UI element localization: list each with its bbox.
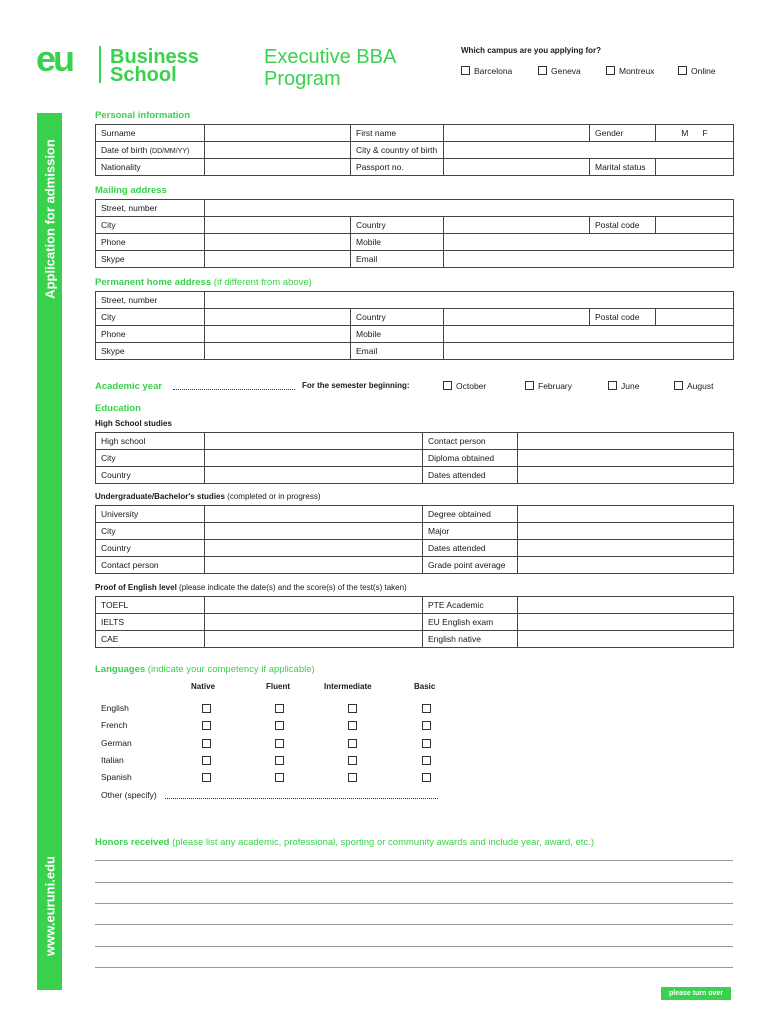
major-label: Major [423,523,518,540]
english-level-table [95,596,734,648]
logo-school: School [110,64,177,86]
country-label: Country [96,467,205,484]
cae-label: CAE [96,631,205,648]
sidebar-website: www.euruni.edu [42,856,58,956]
english-native-field[interactable] [518,631,734,648]
personal-section-title: Personal information [95,110,191,121]
university-label: University [96,506,205,523]
academic-year-field[interactable] [173,380,295,390]
dates-label: Dates attended [423,467,518,484]
logo-divider [99,46,101,83]
diploma-field[interactable] [518,450,734,467]
contact-label: Contact person [96,557,205,574]
marital-field[interactable] [656,159,734,176]
semester-option-october[interactable]: October [443,381,486,391]
semester-label: For the semester beginning: [302,381,410,390]
honors-line[interactable] [95,882,733,883]
skype-field[interactable] [205,343,351,360]
semester-option-february[interactable]: February [525,381,572,391]
phone-field[interactable] [205,326,351,343]
mobile-label: Mobile [351,234,444,251]
gender-label: Gender [590,125,656,142]
street-label: Street, number [96,292,205,309]
undergrad-table [95,505,734,574]
country-label: Country [351,309,444,326]
checkbox-icon[interactable] [202,721,211,730]
personal-table [95,124,734,176]
city-field[interactable] [205,523,423,540]
campus-option-montreux[interactable]: Montreux [606,66,654,76]
permanent-section-title: Permanent home address (if different from above) [95,277,312,288]
level-intermediate-header: Intermediate [324,682,372,691]
campus-option-online[interactable]: Online [678,66,716,76]
postal-label: Postal code [590,217,656,234]
major-field[interactable] [518,523,734,540]
dob-field[interactable] [205,142,351,159]
university-field[interactable] [205,506,423,523]
program-title-line1: Executive BBA [264,46,397,68]
languages-section-title: Languages (indicate your competency if applicable) [95,664,315,675]
toefl-label: TOEFL [96,597,205,614]
birthplace-label: City & country of birth [351,142,444,159]
checkbox-icon[interactable] [422,756,431,765]
language-row-label: German [101,737,132,748]
country-field[interactable] [444,309,590,326]
postal-field[interactable] [656,217,734,234]
first-name-field[interactable] [444,125,590,142]
checkbox-icon[interactable] [348,739,357,748]
pte-field[interactable] [518,597,734,614]
checkbox-icon[interactable] [606,66,615,75]
checkbox-icon[interactable] [422,721,431,730]
eu-exam-label: EU English exam [423,614,518,631]
semester-option-august[interactable]: August [674,381,713,391]
phone-label: Phone [96,234,205,251]
semester-option-june[interactable]: June [608,381,639,391]
skype-label: Skype [96,343,205,360]
gpa-label: Grade point average [423,557,518,574]
english-native-label: English native [423,631,518,648]
undergrad-title: Undergraduate/Bachelor's studies (completed or in progress) [95,492,321,501]
email-label: Email [351,251,444,268]
eu-exam-field[interactable] [518,614,734,631]
checkbox-icon[interactable] [608,381,617,390]
checkbox-icon[interactable] [538,66,547,75]
checkbox-icon[interactable] [275,756,284,765]
postal-field[interactable] [656,309,734,326]
street-label: Street, number [96,200,205,217]
level-fluent-header: Fluent [266,682,290,691]
checkbox-icon[interactable] [422,739,431,748]
mobile-label: Mobile [351,326,444,343]
dates-field[interactable] [518,540,734,557]
toefl-field[interactable] [205,597,423,614]
cae-field[interactable] [205,631,423,648]
sidebar-title: Application for admission [42,139,58,299]
mobile-field[interactable] [444,234,734,251]
postal-label: Postal code [590,309,656,326]
country-label: Country [351,217,444,234]
checkbox-icon[interactable] [202,756,211,765]
gpa-field[interactable] [518,557,734,574]
phone-field[interactable] [205,234,351,251]
education-section-title: Education [95,403,141,414]
checkbox-icon[interactable] [275,739,284,748]
city-field[interactable] [205,217,351,234]
english-level-title: Proof of English level (please indicate the date(s) and the score(s) of the test(s) taken) [95,583,407,592]
passport-label: Passport no. [351,159,444,176]
ielts-label: IELTS [96,614,205,631]
diploma-label: Diploma obtained [423,450,518,467]
checkbox-icon[interactable] [674,381,683,390]
level-native-header: Native [191,682,216,691]
checkbox-icon[interactable] [275,773,284,782]
level-basic-header: Basic [414,682,436,691]
email-field[interactable] [444,251,734,268]
checkbox-icon[interactable] [348,773,357,782]
checkbox-icon[interactable] [422,773,431,782]
checkbox-icon[interactable] [275,704,284,713]
nationality-label: Nationality [96,159,205,176]
email-field[interactable] [444,343,734,360]
city-label: City [96,309,205,326]
mobile-field[interactable] [444,326,734,343]
school-field[interactable] [205,433,423,450]
checkbox-icon[interactable] [202,773,211,782]
mailing-table [95,199,734,268]
dates-label: Dates attended [423,540,518,557]
campus-question: Which campus are you applying for? [461,46,602,55]
language-row-label: Italian [101,754,124,765]
language-row-label: Spanish [101,772,132,783]
logo-business: Business [110,46,199,68]
checkbox-icon[interactable] [348,704,357,713]
contact-field[interactable] [205,557,423,574]
skype-label: Skype [96,251,205,268]
honors-section-title: Honors received (please list any academic, professional, sporting or community awards and include year, award, etc.) [95,837,594,848]
city-field[interactable] [205,450,423,467]
high-school-table [95,432,734,484]
dob-label: Date of birth (DD/MM/YY) [96,142,205,159]
campus-option-geneva[interactable]: Geneva [538,66,581,76]
checkbox-icon[interactable] [202,704,211,713]
country-field[interactable] [205,467,423,484]
city-field[interactable] [205,309,351,326]
surname-label: Surname [96,125,205,142]
checkbox-icon[interactable] [348,721,357,730]
checkbox-icon[interactable] [678,66,687,75]
permanent-table [95,291,734,360]
checkbox-icon[interactable] [202,739,211,748]
other-language-field[interactable] [165,789,438,799]
city-label: City [96,450,205,467]
checkbox-icon[interactable] [275,721,284,730]
city-label: City [96,523,205,540]
mailing-section-title: Mailing address [95,185,167,196]
school-label: High school [96,433,205,450]
first-name-label: First name [351,125,444,142]
checkbox-icon[interactable] [461,66,470,75]
passport-field[interactable] [444,159,590,176]
gender-field[interactable]: M F [656,125,734,142]
dates-field[interactable] [518,467,734,484]
high-school-title: High School studies [95,419,172,428]
turn-over-badge: please turn over [661,987,731,1000]
checkbox-icon[interactable] [422,704,431,713]
marital-label: Marital status [590,159,656,176]
honors-line[interactable] [95,967,733,968]
honors-line[interactable] [95,903,733,904]
surname-field[interactable] [205,125,351,142]
country-field[interactable] [205,540,423,557]
street-field[interactable] [205,200,734,217]
email-label: Email [351,343,444,360]
contact-label: Contact person [423,433,518,450]
skype-field[interactable] [205,251,351,268]
degree-field[interactable] [518,506,734,523]
logo-mark: eu [36,38,73,79]
birthplace-field[interactable] [444,142,734,159]
ielts-field[interactable] [205,614,423,631]
country-label: Country [96,540,205,557]
academic-year-label: Academic year [95,381,163,392]
contact-field[interactable] [518,433,734,450]
nationality-field[interactable] [205,159,351,176]
campus-option-barcelona[interactable]: Barcelona [461,66,512,76]
language-row-label: English [101,703,129,713]
checkbox-icon[interactable] [443,381,452,390]
pte-label: PTE Academic [423,597,518,614]
honors-line[interactable] [95,860,733,861]
language-row-label: French [101,720,128,731]
street-field[interactable] [205,292,734,309]
phone-label: Phone [96,326,205,343]
country-field[interactable] [444,217,590,234]
honors-line[interactable] [95,946,733,947]
checkbox-icon[interactable] [525,381,534,390]
city-label: City [96,217,205,234]
other-language-label: Other (specify) [101,790,157,800]
degree-label: Degree obtained [423,506,518,523]
program-title-line2: Program [264,68,341,90]
honors-line[interactable] [95,924,733,925]
checkbox-icon[interactable] [348,756,357,765]
